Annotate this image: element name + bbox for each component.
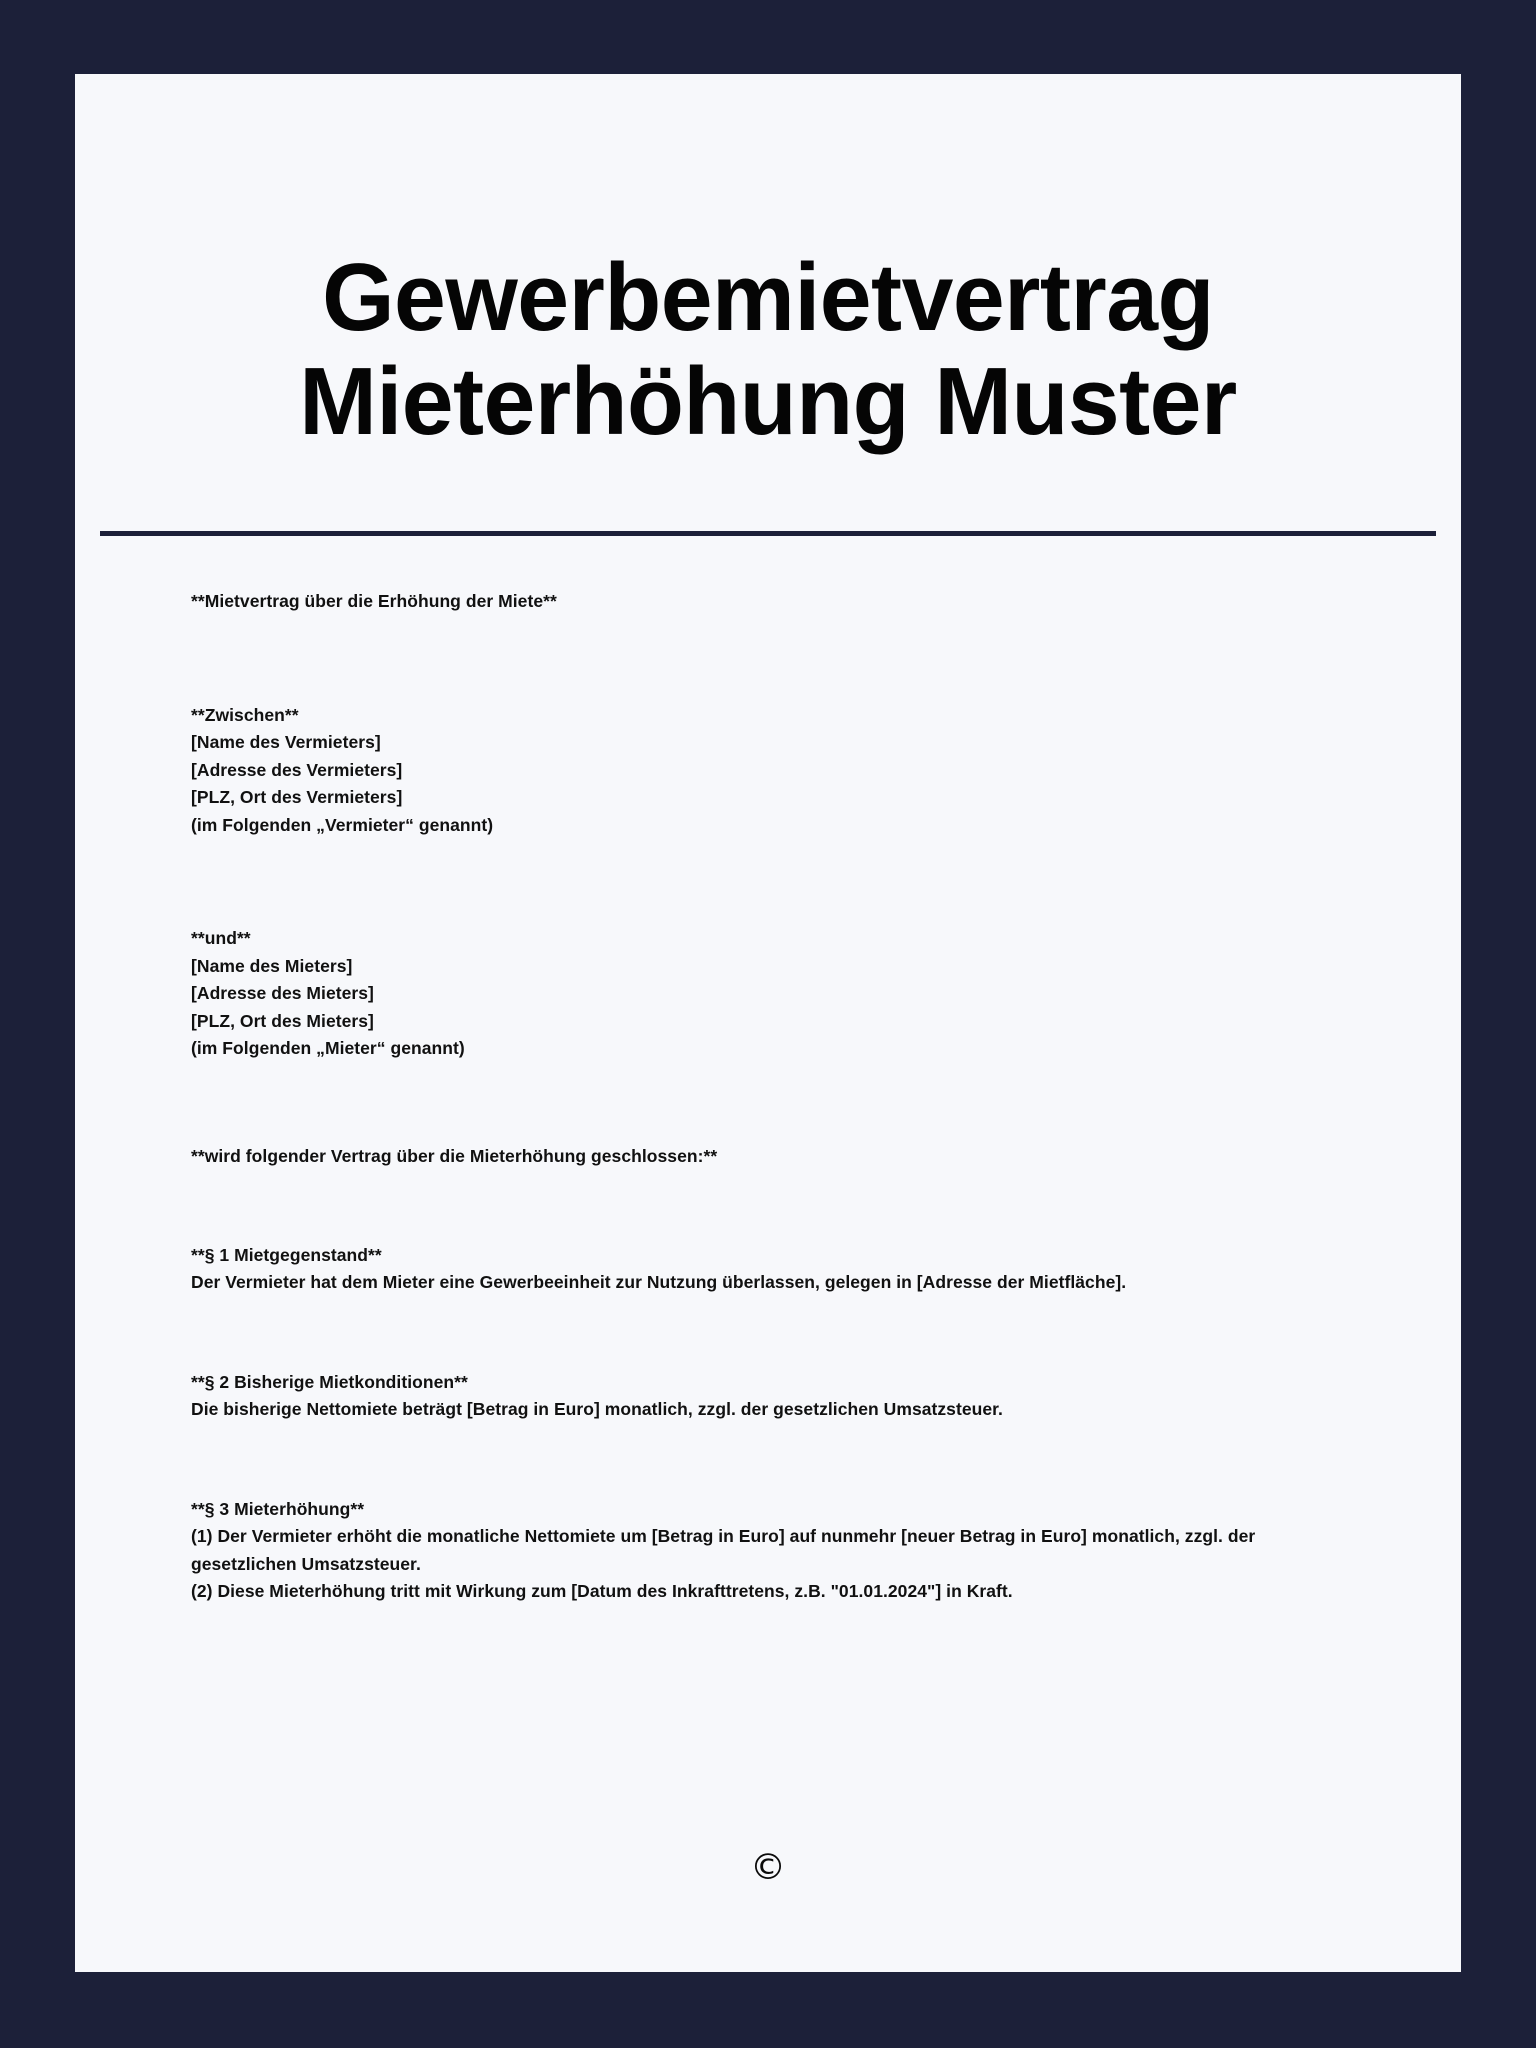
section-2 <box>191 1369 1409 1424</box>
tenant-name: [Name des Mieters] <box>191 955 353 976</box>
tenant-party-block <box>191 925 1409 1062</box>
document-body <box>75 588 1461 1605</box>
section-3-heading: **§ 3 Mieterhöhung** <box>191 1498 365 1519</box>
landlord-party-block <box>191 702 1409 839</box>
section-1 <box>191 1242 1409 1297</box>
landlord-address: [Adresse des Vermieters] <box>191 759 403 780</box>
landlord-alias: (im Folgenden „Vermieter“ genannt) <box>191 814 494 835</box>
section-3-paragraph-2: (2) Diese Mieterhöhung tritt mit Wirkung zum [Datum des Inkrafttretens, z.B. "01.01.2024"] in Kraft. <box>191 1581 1013 1602</box>
title-divider <box>100 531 1436 536</box>
section-3 <box>191 1496 1409 1606</box>
section-1-paragraph-1: Der Vermieter hat dem Mieter eine Gewerbeeinheit zur Nutzung überlassen, gelegen in [Adresse der Mietfläche]. <box>191 1272 1127 1293</box>
page-title-line-1: Gewerbemietvertrag <box>322 244 1214 351</box>
document-subheading-text: **Mietvertrag über die Erhöhung der Miete** <box>191 591 557 612</box>
contract-intro <box>191 1143 1409 1170</box>
document-subheading <box>191 588 1409 615</box>
document-page <box>75 74 1461 1972</box>
section-2-heading: **§ 2 Bisherige Mietkonditionen** <box>191 1371 468 1392</box>
contract-intro-text: **wird folgender Vertrag über die Mieterhöhung geschlossen:** <box>191 1145 718 1166</box>
page-title <box>96 74 1440 453</box>
copyright-icon: © <box>750 1847 786 1888</box>
landlord-city: [PLZ, Ort des Vermieters] <box>191 787 403 808</box>
section-3-paragraph-1: (1) Der Vermieter erhöht die monatliche Nettomiete um [Betrag in Euro] auf nunmehr [neuer Betrag in Euro] monatlich, zzgl. der gesetzlichen Umsatzsteuer. <box>191 1526 1261 1574</box>
tenant-label: **und** <box>191 928 251 949</box>
section-1-heading: **§ 1 Mietgegenstand** <box>191 1244 382 1265</box>
tenant-alias: (im Folgenden „Mieter“ genannt) <box>191 1038 465 1059</box>
landlord-label: **Zwischen** <box>191 704 299 725</box>
section-2-paragraph-1: Die bisherige Nettomiete beträgt [Betrag in Euro] monatlich, zzgl. der gesetzlichen Umsatzsteuer. <box>191 1399 1003 1420</box>
page-title-line-2: Mieterhöhung Muster <box>299 347 1237 455</box>
landlord-name: [Name des Vermieters] <box>191 732 381 753</box>
tenant-city: [PLZ, Ort des Mieters] <box>191 1010 374 1031</box>
tenant-address: [Adresse des Mieters] <box>191 983 374 1004</box>
